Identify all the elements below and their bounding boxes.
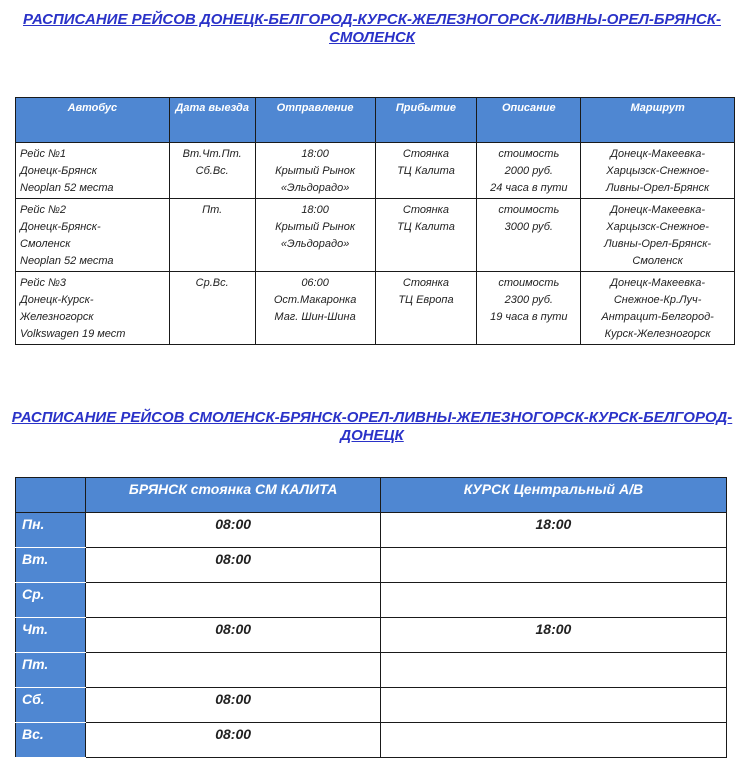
time-cell-kursk	[380, 653, 726, 688]
cell-route	[581, 199, 735, 272]
cell-route-line: Ливны-Орел-Брянск-	[604, 238, 712, 250]
cell-arrival-line: Стоянка	[402, 277, 449, 289]
day-label: Сб.	[16, 688, 86, 723]
column-header-date: Дата выезда	[169, 98, 255, 143]
cell-bus-line: Рейс №2	[20, 204, 67, 216]
column-header-departure: Отправление	[255, 98, 375, 143]
cell-route-line: Антрацит-Белгород-	[601, 311, 714, 323]
table-row	[16, 513, 727, 548]
column-header-bryansk: БРЯНСК стоянка СМ КАЛИТА	[86, 478, 380, 513]
day-label: Вс.	[16, 723, 86, 758]
cell-departure	[255, 199, 375, 272]
table-row	[16, 618, 727, 653]
cell-date-line: Ср.Вс.	[195, 277, 229, 289]
cell-route-line: Смоленск	[632, 255, 683, 267]
table-row	[16, 272, 735, 345]
cell-description-line: стоимость	[498, 204, 560, 216]
time-cell-bryansk: 08:00	[86, 688, 380, 723]
cell-description	[477, 199, 581, 272]
cell-route-line: Донецк-Макеевка-	[610, 148, 705, 160]
cell-date-line: Вт.Чт.Пт.	[182, 148, 242, 160]
cell-bus-line: Neoplan 52 места	[20, 255, 114, 267]
cell-route-line: Курск-Железногорск	[604, 328, 711, 340]
column-header-description: Описание	[477, 98, 581, 143]
time-cell-kursk	[380, 548, 726, 583]
cell-description-line: стоимость	[498, 277, 560, 289]
schedule-title-return[interactable]: РАСПИСАНИЕ РЕЙСОВ СМОЛЕНСК-БРЯНСК-ОРЕЛ-ЛИВНЫ-ЖЕЛЕЗНОГОРСК-КУРСК-БЕЛГОРОД-ДОНЕЦК	[11, 409, 733, 444]
table-row	[16, 723, 727, 758]
table-row	[16, 583, 727, 618]
cell-bus	[16, 143, 170, 199]
cell-description	[477, 143, 581, 199]
cell-departure-line: 18:00	[301, 204, 329, 216]
cell-date	[169, 199, 255, 272]
cell-departure-line: 18:00	[301, 148, 329, 160]
cell-date	[169, 272, 255, 345]
time-cell-bryansk: 08:00	[86, 723, 380, 758]
cell-bus-line: Смоленск	[20, 238, 71, 250]
cell-bus-line: Volkswagen 19 мест	[20, 328, 126, 340]
cell-bus	[16, 199, 170, 272]
table-header-row	[16, 478, 727, 513]
time-cell-bryansk: 08:00	[86, 548, 380, 583]
cell-route-line: Донецк-Макеевка-	[610, 204, 705, 216]
cell-description-line: 2300 руб.	[504, 294, 553, 306]
table-row	[16, 548, 727, 583]
schedule-title-outbound[interactable]: РАСПИСАНИЕ РЕЙСОВ ДОНЕЦК-БЕЛГОРОД-КУРСК-ЖЕЛЕЗНОГОРСК-ЛИВНЫ-ОРЕЛ-БРЯНСК-СМОЛЕНСК	[22, 11, 721, 46]
cell-arrival	[375, 199, 477, 272]
day-label: Вт.	[16, 548, 86, 583]
cell-route-line: Харцызск-Снежное-	[606, 165, 709, 177]
cell-description-line: 19 часа в пути	[490, 311, 568, 323]
cell-departure	[255, 272, 375, 345]
time-cell-kursk	[380, 723, 726, 758]
cell-description-line: 2000 руб.	[504, 165, 553, 177]
cell-departure	[255, 143, 375, 199]
time-cell-bryansk: 08:00	[86, 618, 380, 653]
cell-arrival-line: Стоянка	[402, 204, 449, 216]
cell-description-line: стоимость	[498, 148, 560, 160]
cell-arrival-line: ТЦ Калита	[397, 221, 455, 233]
column-header-bus: Автобус	[16, 98, 170, 143]
column-header-arrival: Прибытие	[375, 98, 477, 143]
cell-bus-line: Железногорск	[20, 311, 94, 323]
cell-arrival	[375, 272, 477, 345]
return-schedule-table	[15, 477, 727, 758]
cell-departure-line: Крытый Рынок	[275, 221, 356, 233]
day-label: Пн.	[16, 513, 86, 548]
time-cell-bryansk: 08:00	[86, 513, 380, 548]
day-label: Ср.	[16, 583, 86, 618]
cell-departure-line: Маг. Шин-Шина	[274, 311, 356, 323]
cell-arrival-line: ТЦ Европа	[398, 294, 454, 306]
cell-description	[477, 272, 581, 345]
column-header-day	[16, 478, 86, 513]
cell-bus-line: Neoplan 52 места	[20, 182, 114, 194]
time-cell-kursk: 18:00	[380, 618, 726, 653]
time-cell-bryansk	[86, 583, 380, 618]
time-cell-bryansk	[86, 653, 380, 688]
day-label: Пт.	[16, 653, 86, 688]
table-row	[16, 688, 727, 723]
cell-description-line: 3000 руб.	[504, 221, 553, 233]
cell-arrival	[375, 143, 477, 199]
cell-bus-line: Донецк-Брянск	[20, 165, 97, 177]
outbound-schedule-table	[15, 97, 735, 345]
cell-route-line: Донецк-Макеевка-	[610, 277, 705, 289]
cell-date-line: Сб.Вс.	[195, 165, 229, 177]
cell-departure-line: «Эльдорадо»	[280, 182, 350, 194]
table-header-row	[16, 98, 735, 143]
cell-date	[169, 143, 255, 199]
column-header-route: Маршрут	[581, 98, 735, 143]
cell-date-line: Пт.	[202, 204, 223, 216]
table-row	[16, 143, 735, 199]
cell-bus-line: Донецк-Брянск-	[20, 221, 101, 233]
cell-route-line: Ливны-Орел-Брянск	[605, 182, 710, 194]
column-header-kursk: КУРСК Центральный А/В	[380, 478, 726, 513]
cell-bus-line: Рейс №3	[20, 277, 67, 289]
cell-departure-line: Крытый Рынок	[275, 165, 356, 177]
table-row	[16, 199, 735, 272]
time-cell-kursk	[380, 583, 726, 618]
cell-route-line: Харцызск-Снежное-	[606, 221, 709, 233]
time-cell-kursk	[380, 688, 726, 723]
cell-arrival-line: Стоянка	[402, 148, 449, 160]
table-row	[16, 653, 727, 688]
day-label: Чт.	[16, 618, 86, 653]
time-cell-kursk: 18:00	[380, 513, 726, 548]
cell-departure-line: 06:00	[301, 277, 329, 289]
cell-departure-line: «Эльдорадо»	[280, 238, 350, 250]
cell-bus-line: Рейс №1	[20, 148, 67, 160]
cell-route-line: Снежное-Кр.Луч-	[613, 294, 702, 306]
cell-route	[581, 272, 735, 345]
cell-departure-line: Ост.Макаронка	[273, 294, 357, 306]
cell-route	[581, 143, 735, 199]
cell-arrival-line: ТЦ Калита	[397, 165, 455, 177]
cell-bus-line: Донецк-Курск-	[20, 294, 94, 306]
cell-description-line: 24 часа в пути	[490, 182, 568, 194]
cell-bus	[16, 272, 170, 345]
